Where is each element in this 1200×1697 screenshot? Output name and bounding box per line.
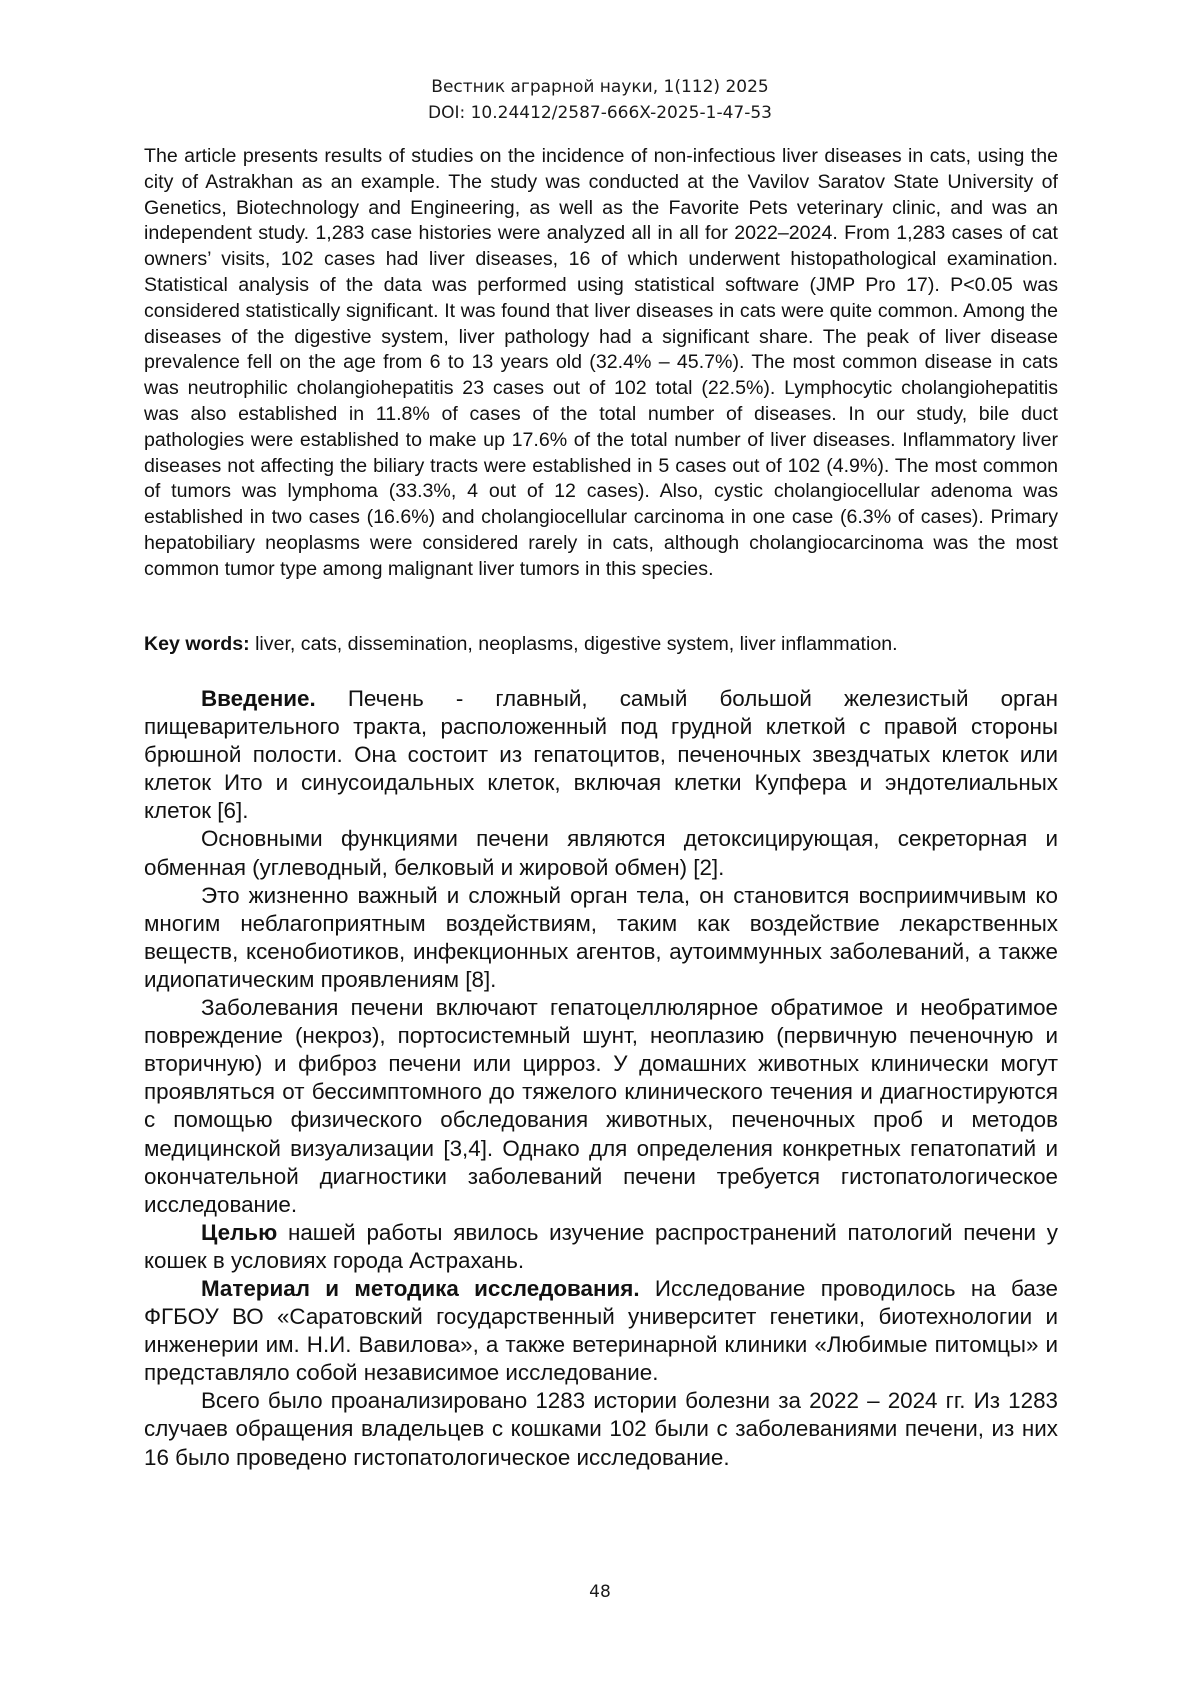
doi: DOI: 10.24412/2587-666X-2025-1-47-53 [428, 103, 772, 123]
aim-text: нашей работы явилось изучение распространений патологий печени у кошек в условиях города Астрахань. [144, 1219, 1058, 1273]
keywords-label: Key words: [144, 633, 250, 655]
abstract-text: The article presents results of studies on the incidence of non-infectious liver diseases in cats, using the city of Astrakhan as an example. The study was conducted at the Vavilov Saratov State University of Genetics, Biotechnology and Engineering, as well as the Favorite Pets veterinary clinic, and was an independent study. 1,283 case histories were analyzed all in all for 2022–2024. From 1,283 cases of cat owners’ visits, 102 cases had liver diseases, 16 of which underwent histopathological examination. Statistical analysis of the data was performed using statistical software (JMP Pro 17). P<0.05 was considered statistically significant. It was found that liver diseases in cats were quite common. Among the diseases of the digestive system, liver pathology had a significant share. The peak of liver disease prevalence fell on the age from 6 to 13 years old (32.4% – 45.7%). The most common disease in cats was neutrophilic cholangiohepatitis 23 cases out of 102 total (22.5%). Lymphocytic cholangiohepatitis was also established in 11.8% of cases of the total number of diseases. In our study, bile duct pathologies were established to make up 17.6% of the total number of liver diseases. Inflammatory liver diseases not affecting the biliary tracts were established in 5 cases out of 102 (4.9%). The most common of tumors was lymphoma (33.3%, 4 out of 12 cases). Also, cystic cholangiocellular adenoma was established in two cases (16.6%) and cholangiocellular carcinoma in one case (6.3% of cases). Primary hepatobiliary neoplasms were considered rarely in cats, although cholangiocarcinoma was the most common tumor type among malignant liver tumors in this species. [144, 145, 1058, 580]
paragraph-introduction [144, 685, 1058, 825]
paragraph-case-count: Всего было проанализировано 1283 истории болезни за 2022 – 2024 гг. Из 1283 случаев обращения владельцев с кошками 102 были с заболеваниями печени, из них 16 было проведено гистопатологическое исследование. [144, 1388, 1058, 1470]
keywords-list: liver, cats, dissemination, neoplasms, digestive system, liver inflammation. [249, 633, 898, 655]
introduction-text: Печень - главный, самый большой железистый орган пищеварительного тракта, расположенный под грудной клеткой с правой стороны брюшной полости. Она состоит из гепатоцитов, печеночных звездчатых клеток или клеток Ито и синусоидальных клеток, включая клетки Купфера и эндотелиальных клеток [6]. [144, 686, 1058, 824]
paragraph-vulnerability: Это жизненно важный и сложный орган тела, он становится восприимчивым ко многим неблагоприятным воздействиям, таким как воздействие лекарственных веществ, ксенобиотиков, инфекционных агентов, аутоиммунных заболеваний, а также идиопатическим проявлениям [8]. [144, 882, 1058, 992]
heading-aim: Целью [201, 1219, 278, 1245]
paragraph-methods [144, 1275, 1058, 1387]
running-header [0, 74, 1200, 126]
heading-methods: Материал и методика исследования. [201, 1275, 640, 1301]
heading-introduction: Введение. [201, 686, 316, 711]
journal-title: Вестник аграрной науки, 1(112) 2025 [431, 77, 769, 97]
keywords-line [144, 632, 1058, 658]
paragraph-diseases: Заболевания печени включают гепатоцеллюлярное обратимое и необратимое повреждение (некроз), портосистемный шунт, неоплазию (первичную печеночную и вторичную) и фиброз печени или цирроз. У домашних животных клинически могут проявляться от бессимптомного до тяжелого клинического течения и диагностируются с помощью физического обследования животных, печеночных проб и методов медицинской визуализации [3,4]. Однако для определения конкретных гепатопатий и окончательной диагностики заболеваний печени требуется гистопатологическое исследование. [144, 995, 1058, 1217]
paragraph-aim [144, 1219, 1058, 1275]
methods-text: Исследование проводилось на базе ФГБОУ ВО «Саратовский государственный университет генетики, биотехнологии и инженерии им. Н.И. Вавилова», а также ветеринарной клиники «Любимые питомцы» и представляло собой независимое исследование. [144, 1275, 1059, 1386]
article-body [144, 685, 1058, 1472]
page-number: 48 [589, 1582, 611, 1602]
paragraph-functions: Основными функциями печени являются детоксицирующая, секреторная и обменная (углеводный, белковый и жировой обмен) [2]. [144, 826, 1058, 880]
